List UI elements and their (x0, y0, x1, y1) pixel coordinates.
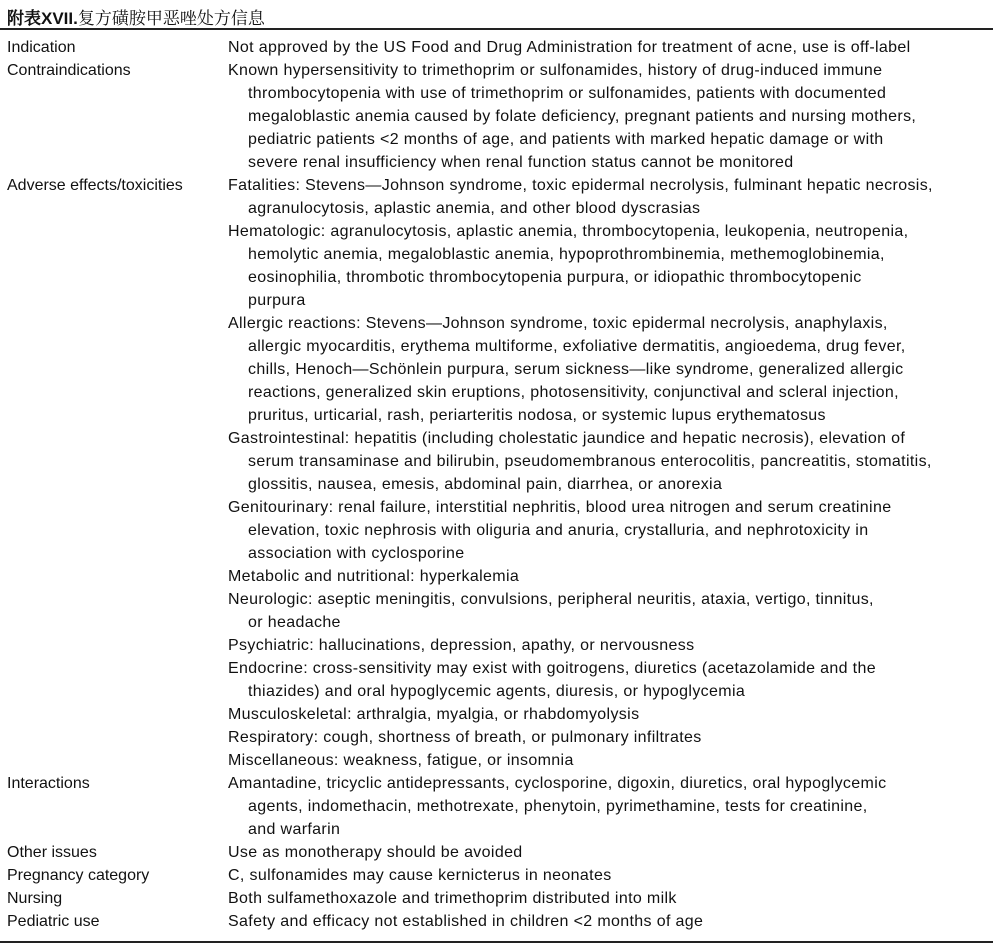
table-row (0, 59, 1000, 174)
content-item (228, 910, 1000, 933)
content-line: hemolytic anemia, megaloblastic anemia, hypoprothrombinemia, methemoglobinemia, (248, 246, 885, 263)
content-line: Use as monotherapy should be avoided (228, 844, 523, 861)
content-item (228, 703, 1000, 726)
row-content (228, 841, 1000, 864)
row-content (228, 910, 1000, 933)
prescribing-info-table (0, 36, 1000, 933)
row-label: Other issues (7, 844, 97, 861)
content-line: pruritus, urticarial, rash, periarteritis nodosa, or systemic lupus erythematosus (248, 407, 826, 424)
content-line: and warfarin (248, 821, 341, 838)
content-line: agents, indomethacin, methotrexate, phenytoin, pyrimethamine, tests for creatinine, (248, 798, 868, 815)
content-item (228, 36, 1000, 59)
content-item (228, 864, 1000, 887)
content-line: Genitourinary: renal failure, interstitial nephritis, blood urea nitrogen and serum creatinine (228, 499, 892, 516)
content-item (228, 887, 1000, 910)
table-row (0, 36, 1000, 59)
row-label: Adverse effects/toxicities (7, 177, 183, 194)
top-rule (0, 28, 993, 30)
content-item (228, 427, 1000, 496)
table-row (0, 887, 1000, 910)
content-line: thiazides) and oral hypoglycemic agents, diuresis, or hypoglycemia (248, 683, 746, 700)
content-line: Neurologic: aseptic meningitis, convulsions, peripheral neuritis, ataxia, vertigo, tinnitus, (228, 591, 874, 608)
content-line: Metabolic and nutritional: hyperkalemia (228, 568, 520, 585)
row-label: Interactions (7, 775, 90, 792)
content-item (228, 726, 1000, 749)
content-item (228, 657, 1000, 703)
row-label: Pregnancy category (7, 867, 150, 884)
content-item (228, 565, 1000, 588)
table-row (0, 772, 1000, 841)
content-line: association with cyclosporine (248, 545, 465, 562)
table-title (7, 4, 265, 29)
table-title-number: 附表XVII. (7, 9, 78, 28)
row-content (228, 59, 1000, 174)
content-line: Musculoskeletal: arthralgia, myalgia, or rhabdomyolysis (228, 706, 640, 723)
content-line: serum transaminase and bilirubin, pseudomembranous enterocolitis, pancreatitis, stomatitis, (248, 453, 932, 470)
row-label: Nursing (7, 890, 63, 907)
content-item (228, 841, 1000, 864)
content-line: Miscellaneous: weakness, fatigue, or insomnia (228, 752, 574, 769)
content-item (228, 772, 1000, 841)
content-item (228, 588, 1000, 634)
content-line: C, sulfonamides may cause kernicterus in neonates (228, 867, 612, 884)
content-line: eosinophilia, thrombotic thrombocytopenia purpura, or idiopathic thrombocytopenic (248, 269, 862, 286)
content-line: Allergic reactions: Stevens—Johnson syndrome, toxic epidermal necrolysis, anaphylaxis, (228, 315, 888, 332)
content-line: agranulocytosis, aplastic anemia, and other blood dyscrasias (248, 200, 701, 217)
content-item (228, 220, 1000, 312)
content-line: pediatric patients <2 months of age, and patients with marked hepatic damage or with (248, 131, 884, 148)
row-label: Indication (7, 39, 76, 56)
row-content (228, 174, 1000, 772)
content-line: megaloblastic anemia caused by folate deficiency, pregnant patients and nursing mothers, (248, 108, 917, 125)
row-label: Contraindications (7, 62, 131, 79)
content-line: Respiratory: cough, shortness of breath, or pulmonary infiltrates (228, 729, 702, 746)
content-line: Known hypersensitivity to trimethoprim or sulfonamides, history of drug-induced immune (228, 62, 883, 79)
table-title-text: 复方磺胺甲恶唑处方信息 (77, 9, 265, 28)
content-line: Hematologic: agranulocytosis, aplastic anemia, thrombocytopenia, leukopenia, neutropenia, (228, 223, 909, 240)
content-line: Endocrine: cross-sensitivity may exist with goitrogens, diuretics (acetazolamide and the (228, 660, 876, 677)
content-line: Psychiatric: hallucinations, depression, apathy, or nervousness (228, 637, 695, 654)
row-content (228, 887, 1000, 910)
row-content (228, 36, 1000, 59)
content-line: Both sulfamethoxazole and trimethoprim distributed into milk (228, 890, 677, 907)
content-line: purpura (248, 292, 306, 309)
content-line: allergic myocarditis, erythema multiforme, exfoliative dermatitis, angioedema, drug fever, (248, 338, 906, 355)
table-row (0, 841, 1000, 864)
content-line: severe renal insufficiency when renal function status cannot be monitored (248, 154, 794, 171)
content-line: elevation, toxic nephrosis with oliguria and anuria, crystalluria, and nephrotoxicity in (248, 522, 869, 539)
content-item (228, 59, 1000, 174)
content-line: Safety and efficacy not established in children <2 months of age (228, 913, 704, 930)
row-content (228, 772, 1000, 841)
table-row (0, 864, 1000, 887)
content-line: Gastrointestinal: hepatitis (including cholestatic jaundice and hepatic necrosis), elevation of (228, 430, 906, 447)
content-item (228, 749, 1000, 772)
content-line: Amantadine, tricyclic antidepressants, cyclosporine, digoxin, diuretics, oral hypoglycemic (228, 775, 887, 792)
content-line: Not approved by the US Food and Drug Administration for treatment of acne, use is off-label (228, 39, 911, 56)
table-row (0, 910, 1000, 933)
row-content (228, 864, 1000, 887)
content-line: reactions, generalized skin eruptions, photosensitivity, conjunctival and scleral injection, (248, 384, 899, 401)
content-line: thrombocytopenia with use of trimethoprim or sulfonamides, patients with documented (248, 85, 887, 102)
content-item (228, 496, 1000, 565)
content-item (228, 634, 1000, 657)
bottom-rule (0, 941, 993, 943)
content-line: chills, Henoch—Schönlein purpura, serum sickness—like syndrome, generalized allergic (248, 361, 904, 378)
content-item (228, 312, 1000, 427)
content-item (228, 174, 1000, 220)
content-line: or headache (248, 614, 341, 631)
content-line: glossitis, nausea, emesis, abdominal pain, diarrhea, or anorexia (248, 476, 723, 493)
content-line: Fatalities: Stevens—Johnson syndrome, toxic epidermal necrolysis, fulminant hepatic necrosis, (228, 177, 933, 194)
row-label: Pediatric use (7, 913, 100, 930)
table-row (0, 174, 1000, 772)
